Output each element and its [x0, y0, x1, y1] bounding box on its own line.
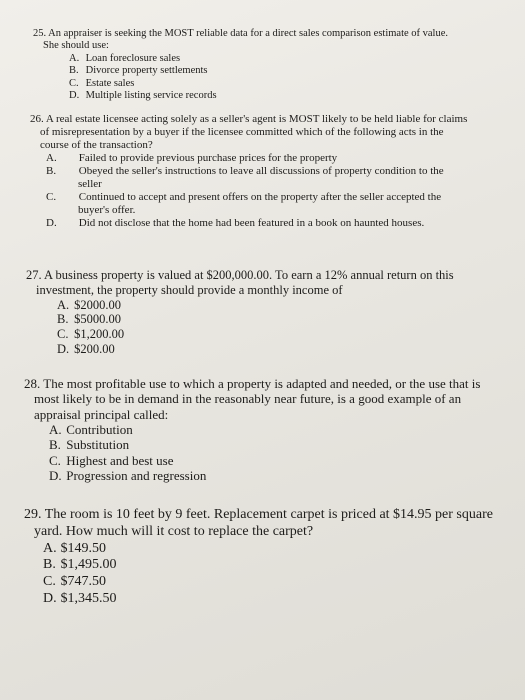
question-stem: 29. The room is 10 feet by 9 feet. Replacement carpet is priced at $14.95 per square yard. How much will it cost to replace the carpet? [24, 507, 493, 539]
option-list [43, 541, 499, 608]
option-letter: D. [46, 216, 57, 229]
option-list [69, 53, 453, 103]
option-a [49, 422, 494, 437]
question-stem: 27. A business property is valued at $200,000.00. To earn a 12% annual return on this investment, the property should provide a monthly income of [26, 268, 454, 297]
option-b [49, 437, 494, 452]
option-text: Did not disclose that the home had been featured in a book on haunted houses. [78, 216, 425, 229]
option-text: $1,345.50 [60, 590, 117, 606]
option-text: Obeyed the seller's instructions to leave all discussions of property condition to the seller [78, 164, 444, 190]
option-b [43, 557, 499, 574]
option-letter: A. [69, 52, 80, 64]
option-letter: A. [57, 297, 70, 312]
option-text: Continued to accept and present offers on the property after the seller accepted the buyer's offer. [78, 190, 442, 216]
option-text: $1,200.00 [74, 327, 125, 341]
option-letter: A. [43, 540, 57, 556]
option-a [57, 298, 476, 313]
question-28 [24, 376, 494, 483]
option-letter: D. [57, 341, 70, 356]
option-b [69, 65, 453, 77]
option-a [69, 53, 453, 65]
option-letter: C. [43, 574, 56, 590]
option-letter: A. [46, 151, 57, 164]
question-26 [30, 113, 470, 230]
option-letter: B. [49, 437, 61, 453]
option-letter: B. [43, 557, 56, 573]
option-letter: D. [69, 89, 80, 101]
option-text: $1,495.00 [60, 557, 117, 573]
option-text: Contribution [66, 421, 133, 437]
option-a [43, 541, 499, 558]
option-d [57, 342, 476, 357]
option-text: Substitution [66, 437, 130, 453]
option-list [49, 422, 494, 483]
option-d [43, 591, 499, 608]
option-letter: D. [49, 467, 62, 483]
option-c [57, 327, 476, 342]
question-25 [33, 28, 453, 102]
option-c [49, 453, 494, 468]
option-b [46, 164, 470, 191]
option-text: $149.50 [60, 540, 106, 556]
option-text: Estate sales [85, 77, 135, 89]
option-text: Highest and best use [66, 452, 174, 468]
option-text: $5000.00 [74, 312, 121, 327]
option-letter: B. [69, 65, 79, 77]
question-stem: 25. An appraiser is seeking the MOST reliable data for a direct sales comparison estimate of value. She should use: [33, 28, 449, 52]
option-letter: C. [49, 452, 61, 468]
option-letter: C. [46, 190, 57, 203]
question-29 [24, 507, 499, 608]
option-text: $747.50 [60, 574, 106, 590]
question-stem: 28. The most profitable use to which a property is adapted and needed, or the use that is most likely to be in demand in the reasonably near future, is a good example of an appraisal principal called: [24, 376, 481, 422]
option-text: $2000.00 [74, 297, 121, 312]
option-letter: B. [46, 164, 57, 177]
option-text: Loan foreclosure sales [85, 52, 181, 64]
option-d [69, 90, 453, 102]
option-list [46, 151, 470, 230]
option-c [43, 574, 499, 591]
option-text: Divorce property settlements [85, 65, 208, 77]
option-d [46, 216, 470, 230]
option-c [46, 190, 470, 217]
option-b [57, 312, 476, 327]
option-text: Progression and regression [66, 467, 207, 483]
option-a [46, 151, 470, 165]
option-list [57, 298, 476, 357]
question-27 [26, 268, 476, 357]
option-letter: C. [57, 327, 69, 341]
option-letter: B. [57, 312, 69, 327]
option-d [49, 468, 494, 483]
option-letter: D. [43, 590, 57, 606]
option-letter: A. [49, 421, 62, 437]
option-c [69, 78, 453, 90]
question-stem: 26. A real estate licensee acting solely as a seller's agent is MOST likely to be held liable for claims of misrepresentation by a buyer if the licensee committed which of the following acts in the course of the transaction? [30, 113, 468, 151]
option-text: Multiple listing service records [85, 89, 217, 101]
option-text: $200.00 [74, 341, 115, 356]
option-letter: C. [69, 77, 79, 89]
option-text: Failed to provide previous purchase prices for the property [78, 151, 338, 164]
